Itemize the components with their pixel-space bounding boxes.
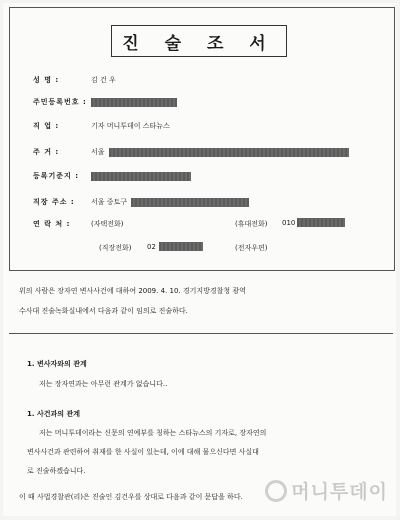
occupation-value: 기자 머니투데이 스타뉴스 — [91, 122, 170, 130]
section-1-body: 저는 장자연과는 아무런 관계가 없습니다.. — [39, 380, 168, 388]
redaction-bar — [131, 198, 249, 207]
section-1-title: 1. 변사자와의 관계 — [27, 360, 87, 368]
registry-row — [33, 171, 191, 181]
address-value: 서울 — [91, 148, 105, 156]
contact-label: 연 락 처 : — [33, 220, 71, 228]
intro-line-1: 위의 사람은 장자연 변사사건에 대하여 2009. 4. 10. 경기지방경찰청 광역 — [19, 287, 246, 295]
publisher-watermark — [265, 477, 388, 504]
document-page — [3, 3, 396, 516]
work-address-row — [33, 197, 249, 207]
office-phone-label: (직장전화) — [99, 244, 132, 252]
resident-number-row — [33, 97, 177, 107]
occupation-label: 직 업 : — [33, 122, 60, 130]
closing-line: 이 때 사법경찰관(리)은 진술인 김건우를 상대로 다음과 같이 문답을 하다. — [19, 493, 243, 501]
resident-number-label: 주민등록번호 : — [33, 98, 87, 106]
name-value: 김 건 우 — [91, 76, 116, 84]
section-2-line-2: 변사사건과 관련하여 취재를 한 사실이 있는데, 이에 대해 물으신다면 사실대 — [27, 448, 259, 456]
name-row — [33, 75, 116, 85]
work-address-label: 직장 주소 : — [33, 198, 75, 206]
publisher-logo-icon — [265, 480, 287, 502]
redaction-bar — [109, 148, 349, 157]
watermark-text: 머니투데이 — [291, 481, 388, 503]
intro-line-2: 수사대 진술녹화실내에서 다음과 같이 임의로 진술하다. — [19, 307, 188, 315]
home-phone-label: (자택전화) — [91, 220, 124, 228]
office-phone-prefix: 02 — [147, 243, 156, 251]
mobile-phone-prefix: 010 — [282, 219, 296, 227]
contact-row — [33, 219, 124, 229]
redaction-bar — [91, 98, 177, 107]
work-address-value: 서울 중토구 — [91, 198, 128, 206]
mobile-phone-label: (휴대전화) — [235, 220, 268, 228]
occupation-row — [33, 121, 170, 131]
redaction-bar — [91, 172, 191, 181]
redaction-bar — [159, 242, 203, 251]
name-label: 성 명 : — [33, 76, 60, 84]
divider — [9, 333, 393, 334]
redaction-bar — [297, 218, 345, 227]
document-title: 진 술 조 서 — [111, 25, 287, 57]
address-label: 주 거 : — [33, 148, 60, 156]
section-2-title: 1. 사건과의 관계 — [27, 410, 80, 418]
registry-label: 등록기준지 : — [33, 172, 80, 180]
section-2-line-1: 저는 머니투데이라는 신문의 연예부를 칭하는 스타뉴스의 기자로, 장자연의 — [39, 429, 267, 437]
email-label: (전자우편) — [235, 244, 268, 252]
section-2-line-3: 로 진술하겠습니다. — [27, 467, 86, 475]
address-row — [33, 147, 349, 157]
